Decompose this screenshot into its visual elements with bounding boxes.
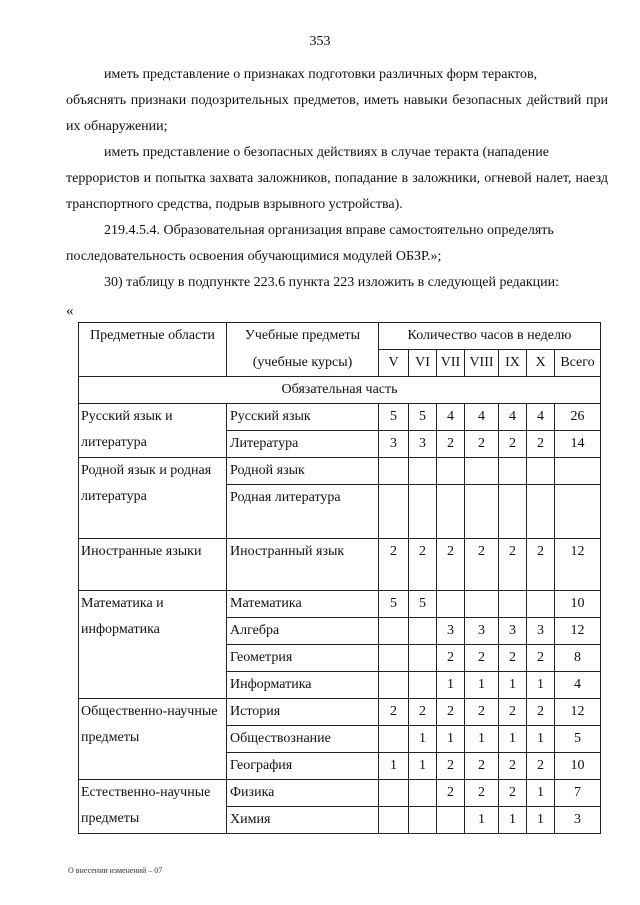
hours-cell: 1: [527, 726, 555, 753]
table-row: [79, 699, 601, 726]
subject-name: Родная литература: [227, 485, 379, 539]
hours-cell: 2: [499, 780, 527, 807]
grade-header: IX: [499, 350, 527, 377]
grade-header: VIII: [465, 350, 499, 377]
hours-cell: 2: [437, 539, 465, 591]
subject-area: [79, 780, 227, 834]
hours-cell: 3: [527, 618, 555, 645]
total-hours-cell: 10: [555, 591, 601, 618]
subject-area-label: Математика и информатика: [81, 596, 164, 637]
subject-name: Информатика: [227, 672, 379, 699]
header-subjects-note: (учебные курсы): [227, 350, 379, 377]
subject-name: История: [227, 699, 379, 726]
subject-area: [79, 699, 227, 780]
hours-cell: 2: [465, 431, 499, 458]
hours-cell: 1: [379, 753, 409, 780]
table-row: [79, 458, 601, 485]
hours-cell: 2: [437, 645, 465, 672]
header-hours: Количество часов в неделю: [379, 323, 601, 350]
hours-cell: [527, 458, 555, 485]
paragraph-first-line: 219.4.5.4. Образовательная организация вправе самостоятельно определять: [104, 223, 554, 238]
total-hours-cell: 5: [555, 726, 601, 753]
total-hours-cell: 26: [555, 404, 601, 431]
hours-cell: [409, 618, 437, 645]
hours-cell: [465, 591, 499, 618]
hours-cell: 1: [499, 672, 527, 699]
hours-cell: 2: [465, 699, 499, 726]
hours-cell: 2: [499, 753, 527, 780]
hours-cell: [409, 458, 437, 485]
hours-table: [78, 322, 601, 834]
hours-cell: 2: [499, 645, 527, 672]
hours-cell: [379, 618, 409, 645]
paragraph-terror-signs: [66, 62, 608, 140]
subject-area-label: Русский язык и литература: [81, 409, 173, 450]
subject-name: Родной язык: [227, 458, 379, 485]
hours-cell: 3: [409, 431, 437, 458]
subject-name: Математика: [227, 591, 379, 618]
hours-cell: [379, 807, 409, 834]
total-hours-cell: 12: [555, 618, 601, 645]
subject-area-label: Родной язык и родная литература: [81, 463, 212, 504]
total-hours-cell: 12: [555, 539, 601, 591]
hours-cell: 1: [499, 726, 527, 753]
footer-note: О внесении изменений – 07: [68, 866, 163, 875]
hours-cell: [527, 591, 555, 618]
hours-cell: 2: [499, 699, 527, 726]
paragraph-rest: последовательность освоения обучающимися модулей ОБЗР.»;: [66, 249, 442, 264]
total-hours-cell: 7: [555, 780, 601, 807]
total-hours-cell: 4: [555, 672, 601, 699]
subject-name: География: [227, 753, 379, 780]
total-header: Всего: [555, 350, 601, 377]
hours-cell: 2: [527, 699, 555, 726]
paragraph-item-30: [66, 270, 608, 296]
opening-quote: «: [66, 303, 74, 319]
hours-cell: 2: [499, 431, 527, 458]
paragraph-clause-219: [66, 218, 608, 270]
hours-cell: 5: [409, 591, 437, 618]
total-hours-cell: 14: [555, 431, 601, 458]
hours-cell: 2: [465, 539, 499, 591]
hours-cell: 1: [409, 753, 437, 780]
hours-cell: 2: [437, 431, 465, 458]
grade-header: V: [379, 350, 409, 377]
grade-header: VI: [409, 350, 437, 377]
hours-cell: 1: [527, 672, 555, 699]
hours-cell: [437, 458, 465, 485]
hours-cell: [379, 485, 409, 539]
hours-cell: 1: [409, 726, 437, 753]
hours-cell: [499, 591, 527, 618]
hours-cell: [465, 485, 499, 539]
hours-cell: [379, 672, 409, 699]
grade-header: VII: [437, 350, 465, 377]
table-row: [79, 404, 601, 431]
hours-cell: [499, 458, 527, 485]
hours-cell: 3: [499, 618, 527, 645]
hours-cell: 2: [409, 539, 437, 591]
paragraph-safe-actions: [66, 140, 608, 218]
hours-cell: 1: [465, 672, 499, 699]
hours-cell: 2: [465, 780, 499, 807]
table-row: [79, 591, 601, 618]
table-row: [79, 539, 601, 591]
hours-cell: [379, 458, 409, 485]
hours-cell: 2: [409, 699, 437, 726]
total-hours-cell: 12: [555, 699, 601, 726]
hours-cell: [409, 780, 437, 807]
subject-name: Иностранный язык: [227, 539, 379, 591]
hours-cell: 1: [465, 726, 499, 753]
hours-cell: [379, 726, 409, 753]
table-row: [79, 780, 601, 807]
hours-cell: 4: [465, 404, 499, 431]
subject-name: Обществознание: [227, 726, 379, 753]
hours-cell: [465, 458, 499, 485]
paragraph-rest: объяснять признаки подозрительных предметов, иметь навыки безопасных действий при их обнаружении;: [66, 93, 608, 134]
total-hours-cell: 8: [555, 645, 601, 672]
hours-cell: 4: [527, 404, 555, 431]
subject-name: Русский язык: [227, 404, 379, 431]
hours-cell: 2: [527, 645, 555, 672]
mandatory-part-label: Обязательная часть: [79, 377, 601, 404]
subject-area: [79, 539, 227, 591]
hours-cell: 2: [437, 780, 465, 807]
hours-cell: 1: [527, 807, 555, 834]
hours-cell: 1: [437, 726, 465, 753]
subject-name: Физика: [227, 780, 379, 807]
subject-area-label: Естественно-научные предметы: [81, 785, 211, 826]
hours-cell: 2: [379, 539, 409, 591]
subject-area: [79, 591, 227, 699]
hours-cell: [499, 485, 527, 539]
subject-name: Химия: [227, 807, 379, 834]
hours-cell: 2: [527, 539, 555, 591]
hours-cell: [437, 807, 465, 834]
hours-cell: [409, 485, 437, 539]
hours-cell: 1: [527, 780, 555, 807]
hours-cell: [409, 807, 437, 834]
hours-cell: 3: [379, 431, 409, 458]
hours-cell: 2: [379, 699, 409, 726]
hours-cell: 5: [379, 591, 409, 618]
subject-name: Алгебра: [227, 618, 379, 645]
hours-cell: 1: [499, 807, 527, 834]
hours-cell: [437, 485, 465, 539]
hours-cell: 3: [465, 618, 499, 645]
hours-cell: 3: [437, 618, 465, 645]
subject-area: [79, 404, 227, 458]
hours-cell: 2: [465, 753, 499, 780]
paragraph-first-line: иметь представление о признаках подготовки различных форм терактов,: [104, 67, 538, 82]
hours-cell: 5: [379, 404, 409, 431]
paragraph-first-line: 30) таблицу в подпункте 223.6 пункта 223 изложить в следующей редакции:: [104, 275, 560, 290]
header-area: Предметные области: [79, 323, 227, 377]
hours-cell: [527, 485, 555, 539]
subject-area-label: Общественно-научные предметы: [81, 704, 218, 745]
subject-name: Литература: [227, 431, 379, 458]
total-hours-cell: 3: [555, 807, 601, 834]
hours-cell: [379, 780, 409, 807]
mandatory-part-row: [79, 377, 601, 404]
page-number: 353: [309, 34, 331, 49]
hours-cell: 2: [527, 431, 555, 458]
hours-cell: 2: [437, 753, 465, 780]
subject-area: [79, 458, 227, 539]
hours-cell: [437, 591, 465, 618]
hours-cell: 2: [527, 753, 555, 780]
paragraph-rest: террористов и попытка захвата заложников, попадание в заложники, огневой налет, наезд транспортного средства, подрыв взрывного устройства).: [66, 171, 608, 212]
hours-cell: [379, 645, 409, 672]
hours-cell: 2: [499, 539, 527, 591]
hours-cell: 5: [409, 404, 437, 431]
total-hours-cell: [555, 485, 601, 539]
total-hours-cell: 10: [555, 753, 601, 780]
hours-cell: 4: [499, 404, 527, 431]
header-subjects: Учебные предметы: [227, 323, 379, 350]
hours-cell: 1: [465, 807, 499, 834]
subject-area-label: Иностранные языки: [81, 544, 202, 559]
paragraph-first-line: иметь представление о безопасных действиях в случае теракта (нападение: [104, 145, 549, 160]
total-hours-cell: [555, 458, 601, 485]
hours-cell: 2: [437, 699, 465, 726]
grade-header: X: [527, 350, 555, 377]
table-header-row: [79, 323, 601, 350]
subject-name: Геометрия: [227, 645, 379, 672]
hours-cell: [409, 645, 437, 672]
hours-cell: 2: [465, 645, 499, 672]
hours-cell: 4: [437, 404, 465, 431]
hours-cell: 1: [437, 672, 465, 699]
hours-cell: [409, 672, 437, 699]
